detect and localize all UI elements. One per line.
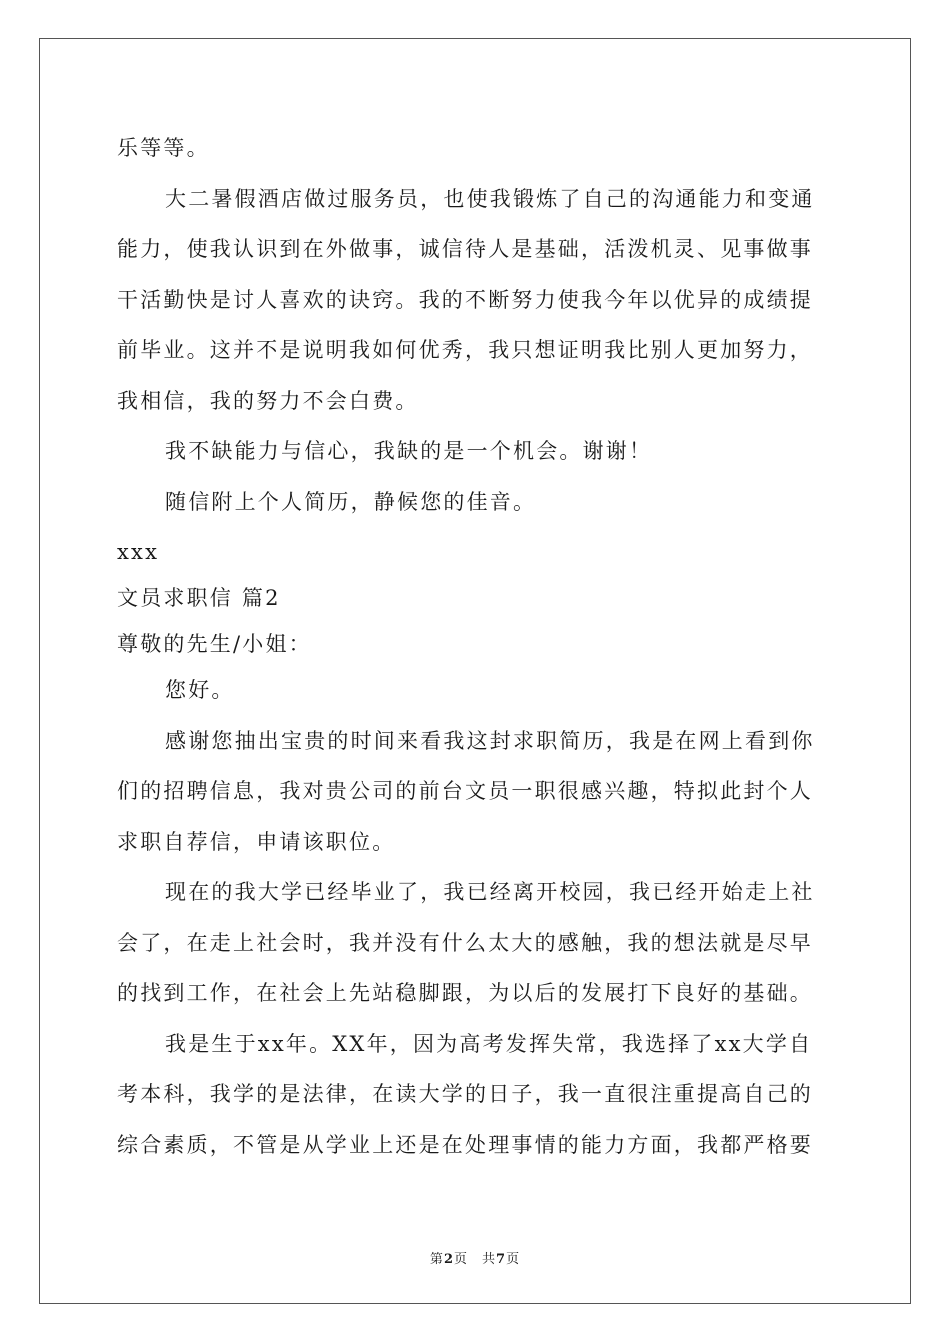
text-line: 前毕业。这并不是说明我如何优秀，我只想证明我比别人更加努力， [117,338,813,362]
text-line: 综合素质，不管是从学业上还是在处理事情的能力方面，我都严格要 [117,1132,813,1157]
text-line: 感谢您抽出宝贵的时间来看我这封求职简历，我是在网上看到你 [165,728,815,753]
page-suffix: 页 [453,1252,468,1267]
paragraph [117,130,837,181]
text-line: 尊敬的先生/小姐： [117,632,312,656]
text-line: 们的招聘信息，我对贵公司的前台文员一职很感兴趣，特拟此封个人 [117,779,813,803]
text-line: 干活勤快是讨人喜欢的诀窍。我的不断努力使我今年以优异的成绩提 [117,287,813,312]
paragraph [117,580,837,626]
text-line: 能力，使我认识到在外做事，诚信待人是基础，活泼机灵、见事做事 [117,237,813,261]
text-line: 我不缺能力与信心，我缺的是一个机会。谢谢！ [165,439,653,463]
text-line: 现在的我大学已经毕业了，我已经离开校园，我已经开始走上社 [165,880,815,904]
page-footer [0,1248,950,1267]
text-line: 随信附上个人简历，静候您的佳音。 [165,489,537,514]
paragraph [117,433,837,484]
text-line: xxx [117,540,160,564]
paragraph [117,181,837,434]
paragraph [117,534,837,580]
paragraph [117,626,837,672]
text-line: 求职自荐信，申请该职位。 [117,829,396,854]
text-line: 文员求职信 篇2 [117,586,281,610]
text-line: 您好。 [165,678,235,702]
text-line: 乐等等。 [117,136,210,160]
paragraph [117,1026,837,1178]
text-line: 考本科，我学的是法律，在读大学的日子，我一直很注重提高自己的 [117,1082,813,1106]
text-line: 我相信，我的努力不会白费。 [117,388,419,413]
paragraph [117,874,837,1026]
text-line: 我是生于xx年。XX年，因为高考发挥失常，我选择了xx大学自 [165,1031,813,1056]
page-prefix: 第 [429,1252,444,1267]
paragraph [117,484,837,535]
document-body [117,130,837,1177]
text-line: 大二暑假酒店做过服务员，也使我锻炼了自己的沟通能力和变通 [165,186,815,211]
total-suffix: 页 [506,1252,521,1267]
total-number: 7 [496,1252,507,1267]
page-number: 2 [443,1252,454,1267]
paragraph [117,672,837,723]
paragraph [117,723,837,875]
total-prefix: 共 [482,1252,497,1267]
text-line: 的找到工作，在社会上先站稳脚跟，为以后的发展打下良好的基础。 [117,981,813,1005]
text-line: 会了，在走上社会时，我并没有什么太大的感触，我的想法就是尽早 [117,930,813,955]
